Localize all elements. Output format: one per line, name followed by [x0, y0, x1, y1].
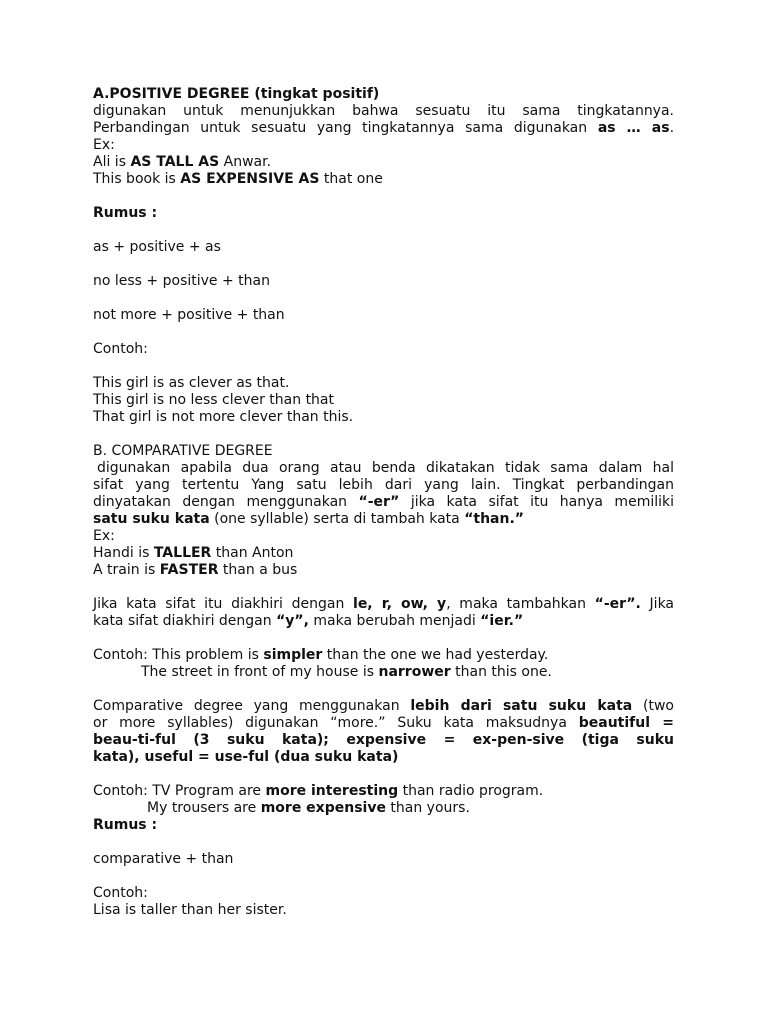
section-b-paragraph3-line4: kata), useful = use-ful (dua suku kata)	[93, 749, 399, 765]
section-b-example-1: Handi is TALLER than Anton	[93, 545, 294, 561]
section-b-contoh-final: Lisa is taller than her sister.	[93, 902, 287, 918]
section-b-contoh-2: The street in front of my house is narrower than this one.	[141, 664, 552, 680]
section-b-paragraph1-line2: sifat yang tertentu Yang satu lebih dari yang lain. Tingkat perbandingan	[93, 477, 674, 493]
section-a-example-2: This book is AS EXPENSIVE AS that one	[93, 171, 383, 187]
section-a-description-line1: digunakan untuk menunjukkan bahwa sesuatu itu sama tingkatannya.	[93, 103, 674, 119]
section-a-heading: A.POSITIVE DEGREE (tingkat positif)	[93, 86, 380, 102]
section-a-example-1: Ali is AS TALL AS Anwar.	[93, 154, 272, 170]
section-b-contoh-1: Contoh: This problem is simpler than the one we had yesterday.	[93, 647, 549, 663]
section-b-formula-1: comparative + than	[93, 851, 234, 867]
section-b-paragraph3-line2: or more syllables) digunakan “more.” Suku kata maksudnya beautiful =	[93, 715, 674, 731]
section-b-example-2: A train is FASTER than a bus	[93, 562, 298, 578]
section-a-formula-3: not more + positive + than	[93, 307, 285, 323]
section-b-paragraph1-line1: digunakan apabila dua orang atau benda dikatakan tidak sama dalam hal	[97, 460, 674, 476]
section-b-contoh-label: Contoh:	[93, 885, 148, 901]
section-b-paragraph1-line3: dinyatakan dengan menggunakan “-er” jika kata sifat itu hanya memiliki	[93, 494, 674, 510]
section-a-contoh-label: Contoh:	[93, 341, 148, 357]
section-b-heading: B. COMPARATIVE DEGREE	[93, 443, 273, 459]
section-a-formula-2: no less + positive + than	[93, 273, 270, 289]
section-a-contoh-2: This girl is no less clever than that	[93, 392, 334, 408]
section-a-contoh-1: This girl is as clever as that.	[93, 375, 290, 391]
section-b-contoh-3: Contoh: TV Program are more interesting than radio program.	[93, 783, 544, 799]
section-b-contoh-4: My trousers are more expensive than yours.	[147, 800, 470, 816]
section-a-contoh-3: That girl is not more clever than this.	[93, 409, 354, 425]
section-b-paragraph2-line2: kata sifat diakhiri dengan “y”, maka berubah menjadi “ier.”	[93, 613, 524, 629]
section-b-paragraph2-line1: Jika kata sifat itu diakhiri dengan le, r, ow, y, maka tambahkan “-er”. Jika	[93, 596, 675, 612]
section-b-ex-label: Ex:	[93, 528, 115, 544]
section-a-rumus-label: Rumus :	[93, 205, 158, 221]
section-b-paragraph3-line3: beau-ti-ful (3 suku kata); expensive = ex-pen-sive (tiga suku	[93, 732, 674, 748]
section-a-ex-label: Ex:	[93, 137, 115, 153]
document-page	[93, 86, 674, 919]
section-b-paragraph1-line4: satu suku kata (one syllable) serta di tambah kata “than.”	[93, 511, 524, 527]
section-a-description-line2: Perbandingan untuk sesuatu yang tingkatannya sama digunakan as … as.	[93, 120, 675, 136]
section-b-paragraph3-line1: Comparative degree yang menggunakan lebih dari satu suku kata (two	[93, 698, 674, 714]
section-a-formula-1: as + positive + as	[93, 239, 221, 255]
section-b-rumus-label: Rumus :	[93, 817, 158, 833]
